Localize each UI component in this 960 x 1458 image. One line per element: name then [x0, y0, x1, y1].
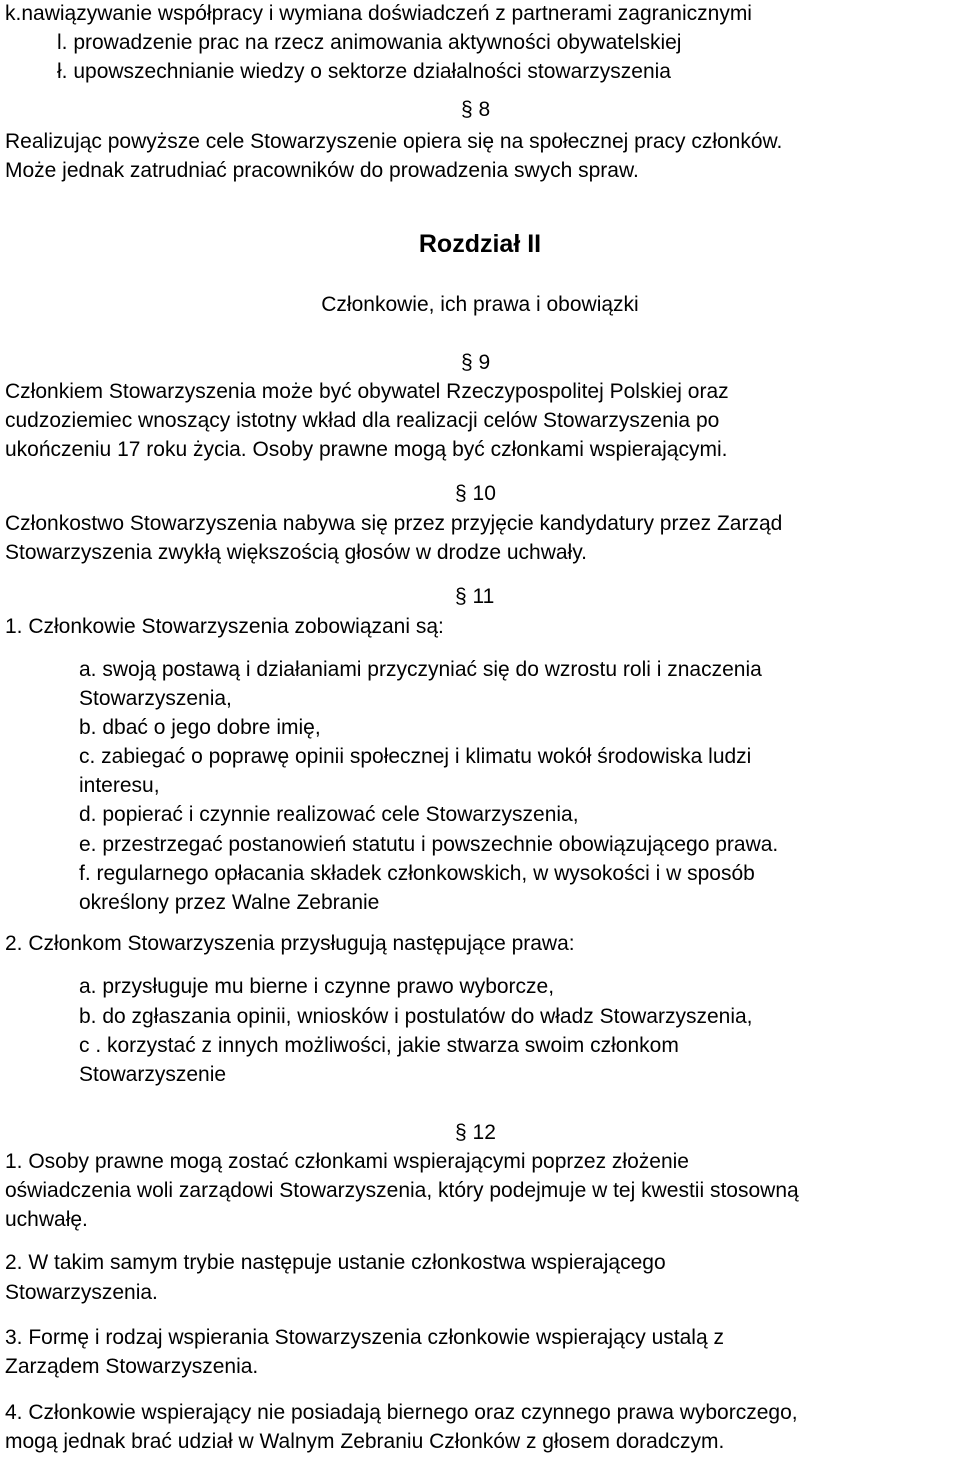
section-10-line-1: Członkostwo Stowarzyszenia nabywa się przez przyjęcie kandydatury przez Zarząd	[5, 512, 783, 535]
section-12-line: uchwałę.	[5, 1208, 88, 1231]
rights-item: a. przysługuje mu bierne i czynne prawo wyborcze,	[79, 975, 555, 998]
section-9-mark: § 9	[461, 351, 491, 374]
section-8-mark: § 8	[461, 98, 491, 121]
obligation-item-continued: określony przez Walne Zebranie	[79, 891, 380, 914]
obligation-item: a. swoją postawą i działaniami przyczyniać się do wzrostu roli i znaczenia	[79, 658, 762, 681]
section-9-line-1: Członkiem Stowarzyszenia może być obywatel Rzeczypospolitej Polskiej oraz	[5, 380, 729, 403]
section-12-line: 3. Formę i rodzaj wspierania Stowarzyszenia członkowie wspierający ustalą z	[5, 1326, 724, 1349]
obligation-item: b. dbać o jego dobre imię,	[79, 716, 321, 739]
list-item-l-stroke: ł. upowszechnianie wiedzy o sektorze działalności stowarzyszenia	[57, 60, 671, 83]
section-8-line-2: Może jednak zatrudniać pracowników do prowadzenia swych spraw.	[5, 159, 639, 182]
section-8-line-1: Realizując powyższe cele Stowarzyszenie opiera się na społecznej pracy członków.	[5, 130, 783, 153]
section-12-mark: § 12	[455, 1121, 496, 1144]
section-12-line: Zarządem Stowarzyszenia.	[5, 1355, 259, 1378]
rights-item: b. do zgłaszania opinii, wniosków i postulatów do władz Stowarzyszenia,	[79, 1005, 753, 1028]
chapter-title: Rozdział II	[418, 230, 542, 258]
section-12-line: 2. W takim samym trybie następuje ustanie członkostwa wspierającego	[5, 1251, 666, 1274]
section-12-line: Stowarzyszenia.	[5, 1281, 158, 1304]
section-10-line-2: Stowarzyszenia zwykłą większością głosów w drodze uchwały.	[5, 541, 588, 564]
obligation-item: f. regularnego opłacania składek członkowskich, w wysokości i w sposób	[79, 862, 755, 885]
section-11-paragraph-2: 2. Członkom Stowarzyszenia przysługują następujące prawa:	[5, 932, 575, 955]
rights-item: c . korzystać z innych możliwości, jakie stwarza swoim członkom	[79, 1034, 679, 1057]
obligation-item-continued: Stowarzyszenia,	[79, 687, 232, 710]
section-12-line: 4. Członkowie wspierający nie posiadają biernego oraz czynnego prawa wyborczego,	[5, 1401, 798, 1424]
obligation-item: e. przestrzegać postanowień statutu i powszechnie obowiązującego prawa.	[79, 833, 779, 856]
list-item-l: l. prowadzenie prac na rzecz animowania aktywności obywatelskiej	[57, 31, 682, 54]
list-item-k: k.nawiązywanie współpracy i wymiana doświadczeń z partnerami zagranicznymi	[5, 2, 752, 25]
chapter-subtitle: Członkowie, ich prawa i obowiązki	[321, 293, 639, 316]
section-10-mark: § 10	[455, 482, 496, 505]
rights-item-continued: Stowarzyszenie	[79, 1063, 227, 1086]
obligation-item: d. popierać i czynnie realizować cele Stowarzyszenia,	[79, 803, 579, 826]
obligation-item-continued: interesu,	[79, 774, 160, 797]
obligation-item: c. zabiegać o poprawę opinii społecznej i klimatu wokół środowiska ludzi	[79, 745, 752, 768]
section-11-mark: § 11	[455, 585, 495, 608]
section-12-line: mogą jednak brać udział w Walnym Zebraniu Członków z głosem doradczym.	[5, 1430, 725, 1453]
section-11-paragraph-1: 1. Członkowie Stowarzyszenia zobowiązani są:	[5, 615, 444, 638]
section-9-line-2: cudzoziemiec wnoszący istotny wkład dla realizacji celów Stowarzyszenia po	[5, 409, 720, 432]
section-9-line-3: ukończeniu 17 roku życia. Osoby prawne mogą być członkami wspierającymi.	[5, 438, 728, 461]
section-12-line: 1. Osoby prawne mogą zostać członkami wspierającymi poprzez złożenie	[5, 1150, 689, 1173]
section-12-line: oświadczenia woli zarządowi Stowarzyszenia, który podejmuje w tej kwestii stosowną	[5, 1179, 799, 1202]
